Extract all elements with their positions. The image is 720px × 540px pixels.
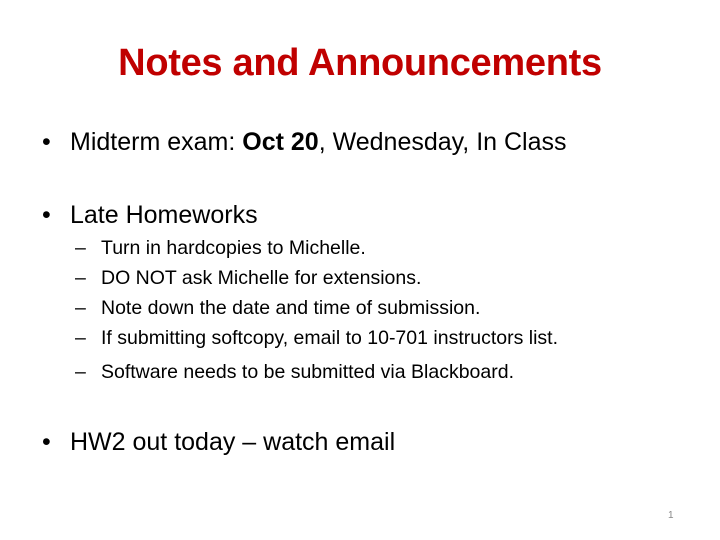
slide-title: Notes and Announcements xyxy=(118,42,602,84)
sub-bullet-extensions xyxy=(75,266,421,290)
bullet-dot: • xyxy=(42,128,51,156)
page-number: 1 xyxy=(668,510,674,521)
sub-bullet-text: If submitting softcopy, email to 10-701 instructors list. xyxy=(101,327,558,349)
sub-bullet-softcopy xyxy=(75,326,558,350)
sub-bullet-dash: – xyxy=(75,237,86,259)
bullet-text: HW2 out today – watch email xyxy=(70,428,396,456)
sub-bullet-text: Note down the date and time of submission. xyxy=(101,297,481,319)
sub-bullet-text: Software needs to be submitted via Blackboard. xyxy=(101,361,514,383)
bullet-late-homeworks xyxy=(42,200,258,230)
sub-bullet-software xyxy=(75,360,514,384)
sub-bullet-dash: – xyxy=(75,327,86,349)
sub-bullet-dash: – xyxy=(75,297,86,319)
sub-bullet-date-time xyxy=(75,296,480,320)
bullet-hw2 xyxy=(42,427,395,457)
sub-bullet-hardcopies xyxy=(75,236,366,260)
sub-bullet-dash: – xyxy=(75,361,86,383)
bullet-text: Late Homeworks xyxy=(70,201,258,229)
sub-bullet-dash: – xyxy=(75,267,86,289)
bullet-dot: • xyxy=(42,428,51,456)
bullet-text-bold-date: Oct 20 xyxy=(242,128,319,156)
bullet-text-prefix: Midterm exam: xyxy=(70,128,243,156)
sub-bullet-text: Turn in hardcopies to Michelle. xyxy=(101,237,366,259)
bullet-midterm xyxy=(42,127,567,157)
sub-bullet-text: DO NOT ask Michelle for extensions. xyxy=(101,267,422,289)
bullet-dot: • xyxy=(42,201,51,229)
bullet-text-suffix: , Wednesday, In Class xyxy=(318,128,567,156)
